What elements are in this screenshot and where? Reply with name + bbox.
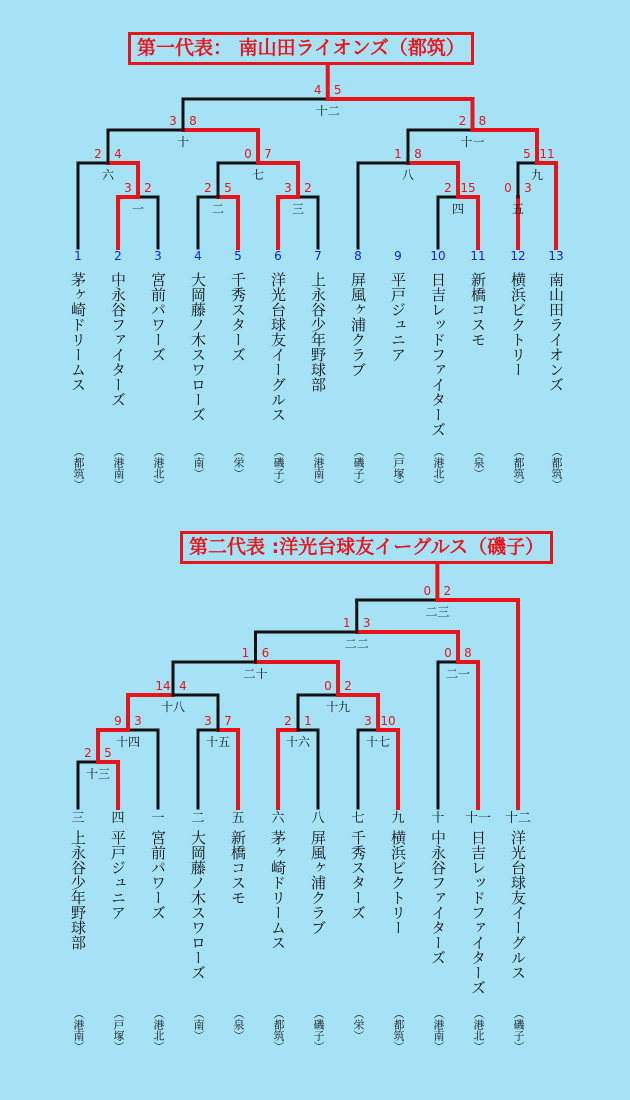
team-name: 中永谷ファイターズ: [109, 272, 127, 407]
score-left: 3: [204, 714, 212, 728]
seed-number: 1: [74, 249, 82, 263]
score-right: 2: [304, 181, 312, 195]
score-left: 2: [94, 147, 102, 161]
seed-number: 10: [430, 249, 446, 263]
team-area: （都筑）: [72, 446, 85, 490]
game-label: 二二: [344, 637, 369, 651]
team-area: （泉）: [472, 446, 485, 479]
game-label: 四: [451, 202, 465, 216]
game-label: 一: [131, 202, 145, 216]
score-right: 3: [524, 181, 532, 195]
team-name: 大岡藤ノ木スワローズ: [189, 272, 207, 422]
game-label: 二三: [425, 605, 450, 619]
team-area: （都筑）: [272, 1008, 285, 1052]
team-area: （磯子）: [312, 1008, 325, 1052]
score-left: 3: [364, 714, 372, 728]
score-right: 7: [264, 147, 272, 161]
game-label: 六: [101, 168, 115, 182]
score-right: 1: [304, 714, 312, 728]
game-label: 十八: [160, 700, 186, 714]
team-area: （港南）: [312, 446, 325, 490]
team-area: （港南）: [112, 446, 125, 490]
team-name: 上永谷少年野球部: [69, 830, 87, 950]
team-name: 平戸ジュニア: [389, 272, 407, 362]
seed-number: 5: [234, 249, 242, 263]
team-area: （磯子）: [352, 446, 365, 490]
game-label: 五: [511, 202, 525, 216]
team-name: 茅ヶ崎ドリームス: [69, 272, 87, 392]
team-name: 新橋コスモ: [469, 272, 487, 347]
game-label: 十: [176, 135, 190, 149]
game-label: 十五: [205, 735, 231, 749]
team-name: 横浜ビクトリー: [509, 272, 527, 377]
team-name: 宮前パワーズ: [149, 272, 167, 362]
score-left: 0: [444, 646, 452, 660]
score-left: 3: [124, 181, 132, 195]
score-right: 3: [362, 616, 371, 630]
score-right: 2: [144, 181, 152, 195]
score-right: 2: [443, 584, 452, 598]
team-label: 十一: [464, 811, 492, 826]
score-right: 7: [224, 714, 232, 728]
team-label: 一: [151, 811, 165, 826]
team-area: （港南）: [72, 1008, 85, 1052]
team-area: （戸塚）: [392, 446, 405, 490]
score-left: 14: [155, 679, 171, 693]
team-label: 四: [111, 811, 125, 826]
game-label: 八: [401, 168, 415, 182]
score-right: 11: [539, 147, 555, 161]
game-label: 十七: [365, 735, 391, 749]
score-left: 0: [423, 584, 432, 598]
team-label: 六: [271, 811, 285, 826]
team-label: 九: [391, 811, 405, 826]
game-label: 十四: [115, 735, 141, 749]
game-label: 十九: [325, 700, 351, 714]
team-area: （港南）: [432, 1008, 445, 1052]
team-name: 茅ヶ崎ドリームス: [269, 830, 287, 950]
team-area: （磯子）: [512, 1008, 525, 1052]
team-area: （都筑）: [512, 446, 525, 490]
score-left: 0: [324, 679, 332, 693]
score-left: 2: [84, 746, 92, 760]
score-left: 1: [342, 616, 351, 630]
team-area: （泉）: [232, 1008, 245, 1041]
team-name: 中永谷ファイターズ: [429, 830, 447, 965]
score-right: 5: [104, 746, 112, 760]
score-left: 2: [444, 181, 452, 195]
team-area: （都筑）: [392, 1008, 405, 1052]
team-name: 宮前パワーズ: [149, 830, 167, 920]
score-right: 4: [114, 147, 122, 161]
team-area: （南）: [192, 1008, 205, 1041]
seed-number: 9: [394, 249, 402, 263]
score-right: 8: [414, 147, 422, 161]
team-label: 三: [71, 811, 85, 826]
game-label: 十六: [285, 735, 311, 749]
game-label: 十三: [85, 767, 111, 781]
team-name: 大岡藤ノ木スワローズ: [189, 830, 207, 980]
score-left: 5: [523, 147, 531, 161]
team-area: （都筑）: [550, 446, 563, 490]
team-area: （港北）: [472, 1008, 485, 1052]
team-area: （栄）: [232, 446, 245, 479]
score-right: 8: [464, 646, 472, 660]
seed-number: 13: [548, 249, 564, 263]
score-right: 10: [380, 714, 396, 728]
game-label: 十二: [315, 104, 340, 118]
game-label: 二: [211, 202, 225, 216]
team-label: 八: [311, 811, 325, 826]
score-left: 0: [244, 147, 252, 161]
game-label: 三: [291, 202, 305, 216]
team-name: 屏風ヶ浦クラブ: [309, 830, 327, 935]
seed-number: 2: [114, 249, 122, 263]
game-label: 七: [251, 168, 265, 182]
team-area: （南）: [192, 446, 205, 479]
team-area: （港北）: [152, 1008, 165, 1052]
team-name: 屏風ヶ浦クラブ: [349, 272, 367, 377]
team-label: 二: [191, 811, 205, 826]
game-label: 二一: [445, 667, 471, 681]
team-area: （磯子）: [272, 446, 285, 490]
score-left: 1: [394, 147, 402, 161]
team-name: 千秀スターズ: [229, 272, 247, 362]
score-right: 5: [224, 181, 232, 195]
score-right: 8: [189, 114, 197, 128]
team-name: 新橋コスモ: [229, 830, 247, 905]
game-label: 九: [530, 168, 544, 182]
team-label: 七: [351, 811, 365, 826]
team-label: 十: [431, 811, 445, 826]
score-right: 8: [478, 114, 487, 128]
score-left: 3: [169, 114, 177, 128]
game-label: 十一: [460, 135, 485, 149]
team-name: 洋光台球友イーグルス: [509, 830, 527, 980]
team-area: （港北）: [432, 446, 445, 490]
score-left: 9: [114, 714, 122, 728]
team-name: 千秀スターズ: [349, 830, 367, 920]
seed-number: 12: [510, 249, 526, 263]
score-left: 2: [284, 714, 292, 728]
team-name: 平戸ジュニア: [109, 830, 127, 920]
score-right: 5: [333, 83, 342, 97]
team-name: 洋光台球友イーグルス: [269, 272, 287, 422]
score-right: 4: [179, 679, 187, 693]
bracket2-title: 第二代表 :洋光台球友イーグルス（磯子）: [180, 531, 553, 564]
team-name: 日吉レッドファイターズ: [429, 272, 447, 437]
seed-number: 6: [274, 249, 282, 263]
team-name: 南山田ライオンズ: [547, 272, 565, 392]
score-left: 2: [458, 114, 467, 128]
score-left: 4: [313, 83, 322, 97]
score-left: 2: [204, 181, 212, 195]
score-left: 0: [504, 181, 512, 195]
seed-number: 4: [194, 249, 202, 263]
team-name: 横浜ビクトリー: [389, 830, 407, 935]
seed-number: 7: [314, 249, 322, 263]
score-left: 3: [284, 181, 292, 195]
score-right: 3: [134, 714, 142, 728]
score-right: 15: [460, 181, 476, 195]
seed-number: 11: [470, 249, 486, 263]
team-area: （港北）: [152, 446, 165, 490]
score-right: 2: [344, 679, 352, 693]
team-name: 日吉レッドファイターズ: [469, 830, 487, 995]
seed-number: 3: [154, 249, 162, 263]
seed-number: 8: [354, 249, 362, 263]
game-label: 二十: [243, 667, 268, 681]
team-area: （栄）: [352, 1008, 365, 1041]
team-label: 十二: [504, 811, 532, 826]
team-name: 上永谷少年野球部: [309, 272, 327, 392]
score-left: 1: [241, 646, 250, 660]
team-label: 五: [231, 811, 245, 826]
bracket1-title: 第一代表： 南山田ライオンズ（都筑）: [128, 32, 474, 65]
score-right: 6: [261, 646, 270, 660]
team-area: （戸塚）: [112, 1008, 125, 1052]
